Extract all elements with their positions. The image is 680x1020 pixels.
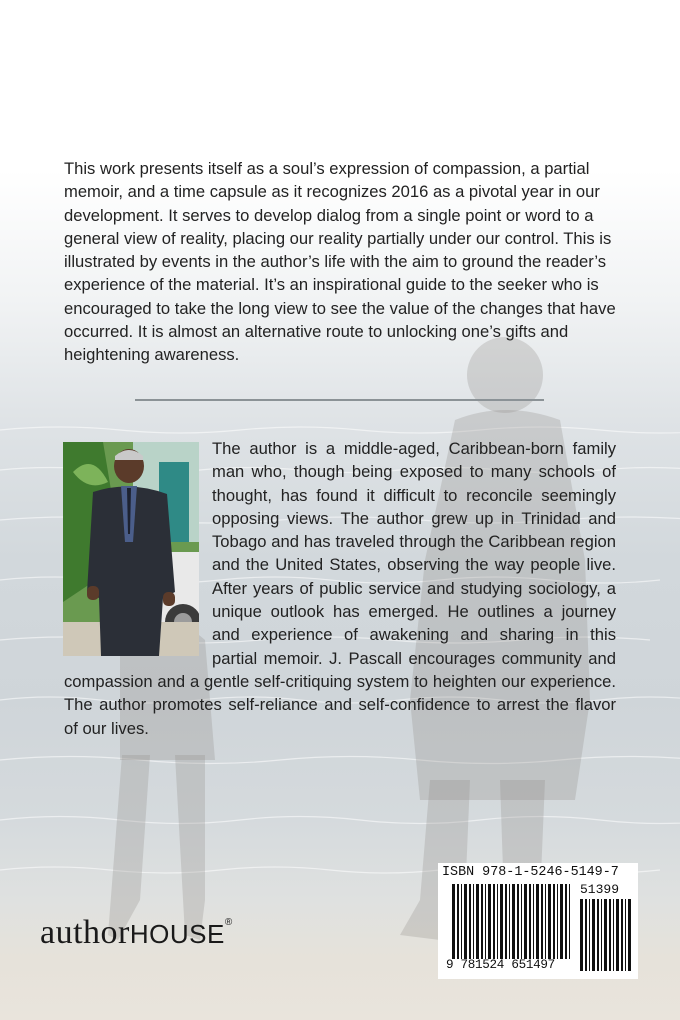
photo-wrap-spacer xyxy=(64,437,212,659)
isbn-number: ISBN 978-1-5246-5149-7 xyxy=(442,865,619,880)
publisher-logo xyxy=(40,916,232,950)
registered-mark: ® xyxy=(224,917,233,928)
isbn-barcode xyxy=(438,863,638,979)
price-addon-number: 51399 xyxy=(580,882,620,897)
publisher-logo-lower: author xyxy=(40,914,130,951)
author-bio-text xyxy=(64,437,616,740)
description-text: This work presents itself as a soul’s expression of compassion, a partial memoir, and a time capsule as it recognizes 2016 as a pivotal year in our development. It serves to develop dialog from a single point or word to a general view of reality, placing our reality partially under our control. This is illustrated by events in the author’s life with the aim to ground the reader’s experience of the material. It’s an inspirational guide to the seeker who is encouraged to take the long view to see the value of the changes that have occurred. It is almost an alternative route to unlocking one’s gifts and heightening awareness. xyxy=(64,159,616,365)
section-divider xyxy=(135,399,544,401)
author-bio-content: The author is a middle-aged, Caribbean-born family man who, though being exposed to many schools of thought, has found it difficult to reconcile seemingly opposing views. The author grew up in Trinidad and Tobago and has traveled through the Caribbean region and the United States, observing the way people live. After years of public service and studying sociology, a unique outlook has emerged. He outlines a journey and experience of awakening and sharing in this partial memoir. J. Pascall encourages community and compassion and a gentle self-critiquing system to heighten our experience. The author promotes self-reliance and self-confidence to arrest the flavor of our lives. xyxy=(64,439,616,738)
ean-number: 9 781524 651497 xyxy=(446,958,555,972)
publisher-logo-upper: HOUSE xyxy=(129,919,225,949)
